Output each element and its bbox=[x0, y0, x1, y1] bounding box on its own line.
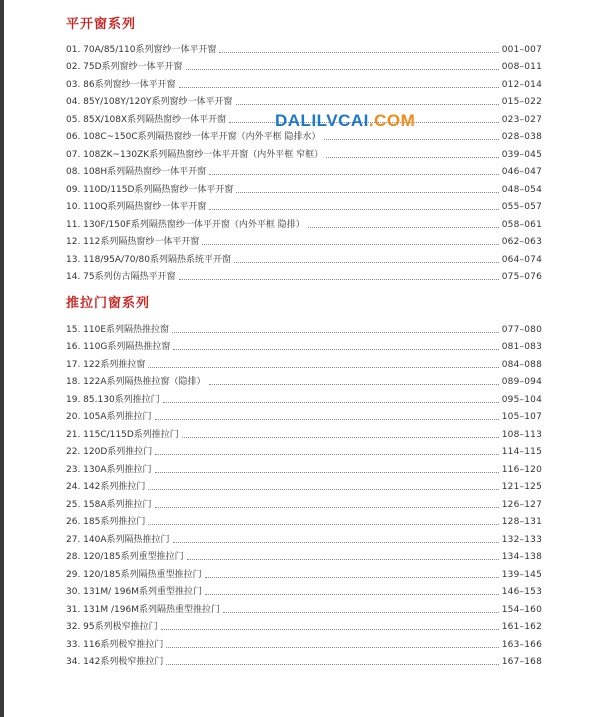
toc-entry[interactable] bbox=[66, 248, 542, 266]
dot-leader bbox=[173, 349, 498, 350]
toc-entry-label: 17. 122系列推拉窗 bbox=[66, 359, 146, 370]
toc-entry-label: 09. 110D/115D系列隔热窗纱一体平开窗 bbox=[66, 184, 234, 195]
toc-entry[interactable] bbox=[66, 493, 542, 511]
toc-entry[interactable] bbox=[66, 528, 542, 546]
toc-entry-label: 12. 112系列隔热窗纱一体平开窗 bbox=[66, 237, 200, 247]
dot-leader bbox=[223, 612, 499, 613]
toc-entry-label: 25. 158A系列推拉门 bbox=[66, 499, 152, 510]
toc-entry-pages: 105–107 bbox=[501, 412, 542, 422]
toc-entry-pages: 108–113 bbox=[501, 429, 542, 440]
toc-entry-pages: 134–138 bbox=[501, 552, 542, 562]
section-title-casement: 平开窗系列 bbox=[66, 17, 137, 32]
toc-entry[interactable] bbox=[66, 143, 542, 161]
toc-entry-label: 30. 131M/ 196M系列重型推拉门 bbox=[66, 587, 202, 597]
toc-entry[interactable] bbox=[66, 178, 542, 196]
toc-entry[interactable] bbox=[66, 423, 542, 441]
toc-entry-pages: 058–061 bbox=[501, 219, 542, 230]
toc-entry-label: 03. 86系列窗纱一体平开窗 bbox=[66, 79, 176, 90]
toc-entry-pages: 084–088 bbox=[501, 359, 542, 370]
toc-entry-pages: 039–045 bbox=[501, 149, 542, 160]
toc-entry[interactable] bbox=[66, 371, 542, 389]
dot-leader bbox=[173, 542, 499, 543]
dot-leader bbox=[186, 69, 499, 70]
dot-leader bbox=[234, 262, 499, 263]
toc-entry[interactable] bbox=[66, 196, 542, 214]
toc-list-sliding bbox=[66, 318, 542, 668]
toc-entry[interactable] bbox=[66, 406, 542, 424]
dot-leader bbox=[205, 577, 499, 578]
dot-leader bbox=[155, 454, 498, 455]
dot-leader bbox=[166, 664, 498, 665]
dot-leader bbox=[202, 244, 498, 245]
section-title-sliding: 推拉门窗系列 bbox=[66, 296, 151, 311]
toc-entry-pages: 128–131 bbox=[501, 517, 542, 527]
toc-entry[interactable] bbox=[66, 213, 542, 231]
toc-entry-pages: 126–127 bbox=[501, 499, 542, 510]
toc-entry-pages: 095–104 bbox=[501, 394, 542, 405]
dot-leader bbox=[219, 52, 498, 53]
dot-leader bbox=[148, 489, 498, 490]
toc-entry[interactable] bbox=[66, 511, 542, 529]
watermark bbox=[275, 111, 415, 131]
toc-entry-label: 01. 70A/85/110系列窗纱一体平开窗 bbox=[66, 44, 217, 55]
watermark-text: DALILVCAI bbox=[275, 111, 369, 130]
toc-entry-pages: 048–054 bbox=[501, 184, 542, 195]
toc-entry-label: 24. 142系列推拉门 bbox=[66, 482, 146, 492]
toc-entry-pages: 116–120 bbox=[501, 464, 542, 475]
dot-leader bbox=[155, 419, 499, 420]
toc-entry[interactable] bbox=[66, 56, 542, 74]
dot-leader bbox=[209, 209, 498, 210]
dot-leader bbox=[163, 402, 499, 403]
dot-leader bbox=[179, 87, 499, 88]
toc-entry[interactable] bbox=[66, 231, 542, 249]
toc-entry-label: 34. 142系列极窄推拉门 bbox=[66, 657, 164, 667]
toc-entry-pages: 089–094 bbox=[501, 377, 542, 387]
toc-entry[interactable] bbox=[66, 581, 542, 599]
toc-entry-label: 27. 140A系列隔热推拉门 bbox=[66, 534, 170, 545]
toc-entry[interactable] bbox=[66, 388, 542, 406]
toc-entry-pages: 064–074 bbox=[501, 254, 542, 265]
toc-entry-pages: 161–162 bbox=[501, 622, 542, 632]
toc-entry[interactable] bbox=[66, 598, 542, 616]
toc-entry-pages: 023–027 bbox=[501, 114, 542, 125]
watermark-suffix: .COM bbox=[368, 111, 416, 130]
toc-entry[interactable] bbox=[66, 476, 542, 494]
toc-entry-label: 11. 130F/150F系列隔热窗纱一体平开窗（内外平框 隐排） bbox=[66, 219, 305, 230]
dot-leader bbox=[187, 559, 499, 560]
toc-entry[interactable] bbox=[66, 616, 542, 634]
toc-entry-label: 33. 116系列极窄推拉门 bbox=[66, 639, 164, 650]
dot-leader bbox=[166, 647, 498, 648]
toc-entry-label: 05. 85X/108X系列隔热窗纱一体平开窗 bbox=[66, 114, 227, 125]
dot-leader bbox=[205, 594, 499, 595]
toc-entry[interactable] bbox=[66, 546, 542, 564]
dot-leader bbox=[209, 384, 499, 385]
dot-leader bbox=[182, 437, 499, 438]
toc-entry-pages: 001–007 bbox=[501, 44, 542, 55]
toc-entry-pages: 163–166 bbox=[501, 639, 542, 650]
toc-entry-pages: 055–057 bbox=[501, 202, 542, 212]
toc-entry-label: 14. 75系列仿古隔热平开窗 bbox=[66, 272, 176, 282]
toc-entry-pages: 028–038 bbox=[501, 132, 542, 142]
toc-entry[interactable] bbox=[66, 651, 542, 669]
dot-leader bbox=[236, 104, 499, 105]
toc-entry-label: 21. 115C/115D系列推拉门 bbox=[66, 429, 179, 440]
toc-entry-label: 26. 185系列推拉门 bbox=[66, 517, 146, 527]
toc-entry-label: 20. 105A系列推拉门 bbox=[66, 412, 152, 422]
toc-list-casement bbox=[66, 38, 542, 283]
toc-entry-pages: 146–153 bbox=[501, 587, 542, 597]
toc-entry-pages: 008–011 bbox=[501, 62, 542, 72]
toc-entry-label: 10. 110Q系列隔热窗纱一体平开窗 bbox=[66, 202, 207, 212]
toc-entry-pages: 121–125 bbox=[501, 482, 542, 492]
toc-entry[interactable] bbox=[66, 633, 542, 651]
toc-entry-label: 23. 130A系列推拉门 bbox=[66, 464, 152, 475]
toc-entry-pages: 046–047 bbox=[501, 167, 542, 177]
toc-entry-pages: 154–160 bbox=[501, 604, 542, 615]
toc-entry-label: 07. 108ZK~130ZK系列隔热窗纱一体平开窗（内外平框 窄框） bbox=[66, 149, 324, 160]
toc-entry-pages: 167–168 bbox=[501, 657, 542, 667]
toc-entry[interactable] bbox=[66, 38, 542, 56]
dot-leader bbox=[324, 139, 499, 140]
toc-entry-pages: 132–133 bbox=[501, 534, 542, 545]
toc-entry-pages: 015–022 bbox=[501, 97, 542, 107]
page-left-border bbox=[0, 0, 4, 717]
dot-leader bbox=[172, 332, 499, 333]
toc-entry[interactable] bbox=[66, 91, 542, 109]
toc-entry-label: 19. 85.130系列推拉门 bbox=[66, 394, 160, 405]
toc-entry-pages: 081–083 bbox=[501, 342, 542, 352]
toc-entry[interactable] bbox=[66, 318, 542, 336]
toc-entry-label: 29. 120/185系列隔热重型推拉门 bbox=[66, 569, 202, 580]
dot-leader bbox=[155, 507, 499, 508]
toc-entry-label: 22. 120D系列推拉门 bbox=[66, 447, 153, 457]
toc-entry-pages: 114–115 bbox=[501, 447, 542, 457]
toc-entry[interactable] bbox=[66, 353, 542, 371]
dot-leader bbox=[161, 629, 499, 630]
dot-leader bbox=[308, 227, 499, 228]
toc-entry-label: 31. 131M /196M系列隔热重型推拉门 bbox=[66, 604, 220, 615]
toc-entry[interactable] bbox=[66, 458, 542, 476]
toc-entry-label: 18. 122A系列隔热推拉窗（隐排） bbox=[66, 377, 206, 387]
toc-entry-pages: 139–145 bbox=[501, 569, 542, 580]
toc-entry-label: 15. 110E系列隔热推拉窗 bbox=[66, 324, 170, 335]
dot-leader bbox=[209, 174, 499, 175]
dot-leader bbox=[148, 367, 498, 368]
dot-leader bbox=[236, 192, 498, 193]
dot-leader bbox=[148, 524, 498, 525]
toc-entry-label: 16. 110G系列隔热推拉窗 bbox=[66, 342, 171, 352]
toc-entry-pages: 062–063 bbox=[501, 237, 542, 247]
toc-entry-label: 13. 118/95A/70/80系列隔热系统平开窗 bbox=[66, 254, 231, 265]
toc-entry-pages: 077–080 bbox=[501, 324, 542, 335]
dot-leader bbox=[155, 472, 499, 473]
toc-entry-label: 28. 120/185系列重型推拉门 bbox=[66, 552, 184, 562]
toc-entry-pages: 012–014 bbox=[501, 79, 542, 90]
toc-entry[interactable] bbox=[66, 266, 542, 284]
toc-entry[interactable] bbox=[66, 161, 542, 179]
toc-entry-label: 06. 108C~150C系列隔热窗纱一体平开窗（内外平框 隐排水） bbox=[66, 132, 321, 142]
toc-entry-label: 02. 75D系列窗纱一体平开窗 bbox=[66, 62, 183, 72]
toc-entry[interactable] bbox=[66, 441, 542, 459]
toc-entry-pages: 075–076 bbox=[501, 272, 542, 282]
dot-leader bbox=[326, 157, 499, 158]
dot-leader bbox=[179, 279, 499, 280]
toc-entry-label: 08. 108H系列隔热窗纱一体平开窗 bbox=[66, 167, 207, 177]
toc-entry[interactable] bbox=[66, 73, 542, 91]
toc-entry[interactable] bbox=[66, 563, 542, 581]
toc-entry-label: 04. 85Y/108Y/120Y系列窗纱一体平开窗 bbox=[66, 97, 233, 107]
toc-entry-label: 32. 95系列极窄推拉门 bbox=[66, 622, 158, 632]
toc-entry[interactable] bbox=[66, 336, 542, 354]
